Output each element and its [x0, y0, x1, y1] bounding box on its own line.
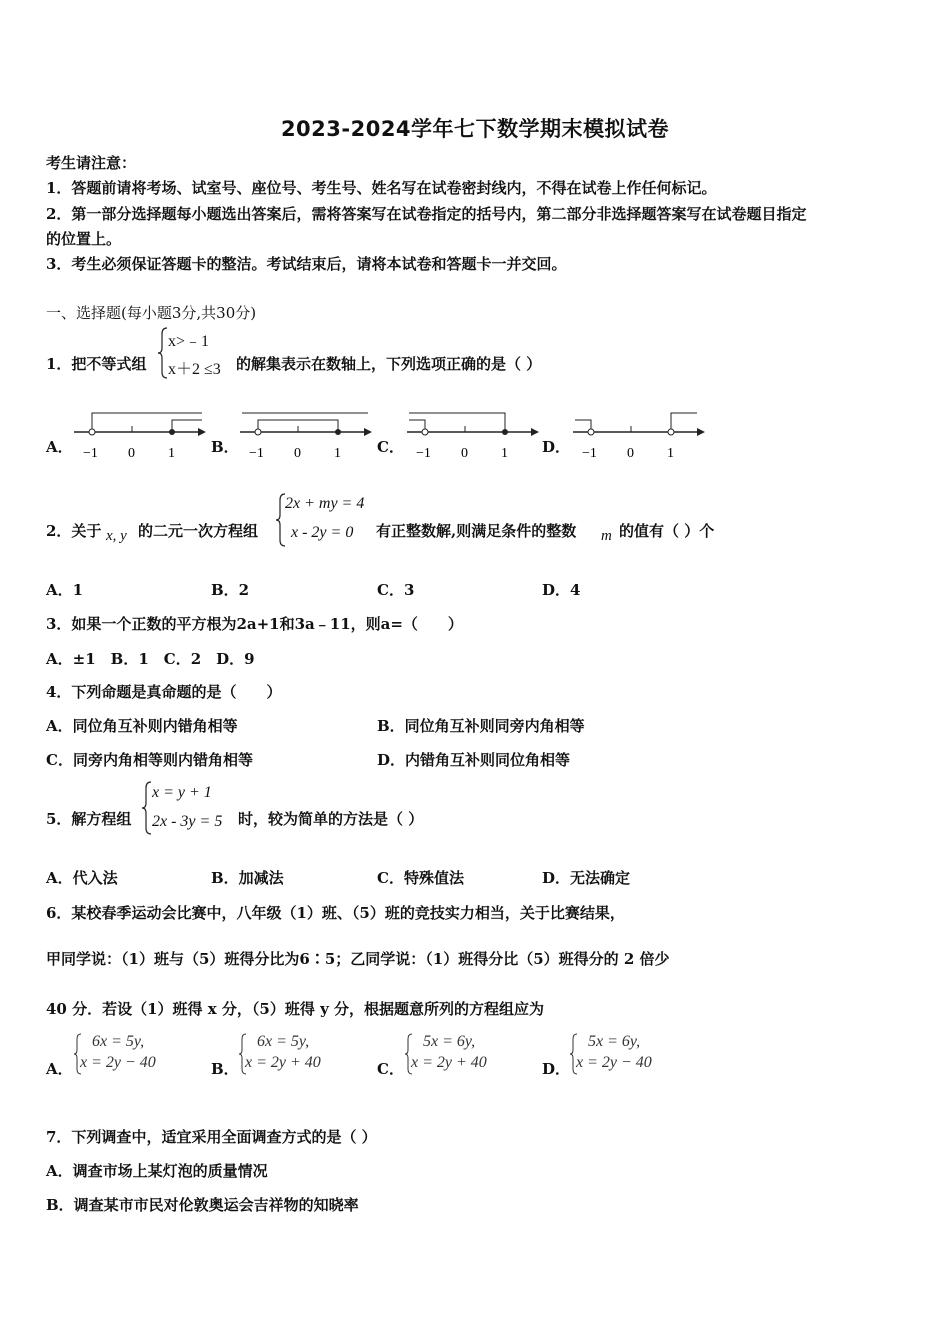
notice-line-1: 1．答题前请将考场、试室号、座位号、考生号、姓名写在试卷密封线内，不得在试卷上作任何标记。 — [46, 179, 717, 197]
q4-option-a[interactable]: A．同位角互补则内错角相等 — [46, 717, 238, 735]
q6-option-b-label[interactable]: B． — [211, 1060, 239, 1078]
q2-m: m — [601, 528, 612, 544]
q1d-tick-2: 0 — [627, 446, 634, 461]
q3-options[interactable]: A．±1 B．1 C．2 D．9 — [46, 650, 255, 668]
q6-line-3: 40 分．若设（1）班得 x 分，（5）班得 y 分，根据题意所列的方程组应为 — [46, 1000, 545, 1018]
q1a-tick-2: 0 — [128, 446, 135, 461]
q1-numberline-d — [569, 405, 709, 467]
q1-suffix: 的解集表示在数轴上，下列选项正确的是（ ） — [236, 355, 542, 373]
q2-suffix-2: 的值有（ ）个 — [619, 522, 715, 540]
q6b-eq-2: x = 2y + 40 — [245, 1054, 321, 1071]
notice-line-2b: 的位置上。 — [46, 230, 122, 248]
q1b-tick-3: 1 — [334, 446, 341, 461]
q6a-eq-2: x = 2y − 40 — [80, 1054, 156, 1071]
notice-line-2: 2．第一部分选择题每小题选出答案后，需将答案写在试卷指定的括号内，第二部分非选择题答案写在试卷题目指定 — [46, 205, 807, 223]
q1-sys-1: x>﹣1 — [168, 333, 210, 350]
q2-option-d[interactable]: D．4 — [542, 581, 581, 599]
q6c-eq-2: x = 2y + 40 — [411, 1054, 487, 1071]
q6c-eq-1: 5x = 6y, — [423, 1033, 476, 1050]
q4-option-c[interactable]: C．同旁内角相等则内错角相等 — [46, 751, 253, 769]
q2-option-c[interactable]: C．3 — [377, 581, 415, 599]
q7-stem: 7．下列调查中，适宜采用全面调查方式的是（ ） — [46, 1128, 377, 1146]
q2-option-a[interactable]: A．1 — [46, 581, 84, 599]
q2-vars: x, y — [106, 528, 127, 544]
q2-prefix: 2．关于 — [46, 522, 102, 540]
q1c-tick-3: 1 — [501, 446, 508, 461]
notice-line-3: 3．考生必须保证答题卡的整洁。考试结束后，请将本试卷和答题卡一并交回。 — [46, 255, 567, 273]
q6-line-2: 甲同学说：（1）班与（5）班得分比为6∶5；乙同学说：（1）班得分比（5）班得分的 2 倍少 — [46, 950, 670, 968]
q1a-tick-1: −1 — [83, 446, 98, 461]
notice-heading: 考生请注意： — [46, 154, 137, 172]
q1d-tick-1: −1 — [582, 446, 597, 461]
q4-option-d[interactable]: D．内错角互补则同位角相等 — [377, 751, 571, 769]
q1-option-b[interactable]: B． — [211, 438, 239, 456]
q5-sys-1: x = y + 1 — [152, 784, 212, 801]
q5-sys-2: 2x - 3y = 5 — [152, 813, 223, 830]
q3-stem: 3．如果一个正数的平方根为2a+1和3a﹣11，则a=（ ） — [46, 615, 463, 633]
q7-option-b[interactable]: B．调查某市市民对伦敦奥运会吉祥物的知晓率 — [46, 1196, 359, 1214]
q1-option-a[interactable]: A． — [46, 438, 73, 456]
q1b-tick-2: 0 — [294, 446, 301, 461]
q2-sys-2: x - 2y = 0 — [291, 524, 354, 541]
q1c-tick-1: −1 — [416, 446, 431, 461]
q1-prefix: 1．把不等式组 — [46, 355, 147, 373]
q5-option-a[interactable]: A．代入法 — [46, 869, 118, 887]
q5-option-b[interactable]: B．加减法 — [211, 869, 284, 887]
q1-option-c[interactable]: C． — [377, 438, 404, 456]
q1d-tick-3: 1 — [667, 446, 674, 461]
q1a-tick-3: 1 — [168, 446, 175, 461]
q6b-eq-1: 6x = 5y, — [257, 1033, 310, 1050]
q1-numberline-c — [403, 405, 543, 467]
section-heading: 一、选择题(每小题3分,共30分) — [46, 304, 257, 322]
q6d-eq-1: 5x = 6y, — [588, 1033, 641, 1050]
q2-mid: 的二元一次方程组 — [138, 522, 259, 540]
q1c-tick-2: 0 — [461, 446, 468, 461]
q6-option-d-label[interactable]: D． — [542, 1060, 571, 1078]
q6d-eq-2: x = 2y − 40 — [576, 1054, 652, 1071]
q4-stem: 4．下列命题是真命题的是（ ） — [46, 683, 282, 701]
q6-option-a-label[interactable]: A． — [46, 1060, 73, 1078]
q1-sys-2: x＋2 ≤3 — [168, 361, 221, 378]
page-title: 2023-2024学年七下数学期末模拟试卷 — [280, 117, 670, 141]
q2-sys-1: 2x + my = 4 — [285, 495, 365, 512]
q5-option-d[interactable]: D．无法确定 — [542, 869, 631, 887]
q5-suffix: 时，较为简单的方法是（ ） — [238, 810, 424, 828]
q1-option-d[interactable]: D． — [542, 438, 571, 456]
q2-suffix-1: 有正整数解,则满足条件的整数 — [376, 522, 577, 540]
q7-option-a[interactable]: A．调查市场上某灯泡的质量情况 — [46, 1162, 268, 1180]
q6-option-c-label[interactable]: C． — [377, 1060, 404, 1078]
q5-option-c[interactable]: C．特殊值法 — [377, 869, 464, 887]
q6-line-1: 6．某校春季运动会比赛中，八年级（1）班、（5）班的竞技实力相当，关于比赛结果， — [46, 904, 625, 922]
q1-numberline-b — [236, 405, 376, 467]
q2-option-b[interactable]: B．2 — [211, 581, 250, 599]
q1b-tick-1: −1 — [249, 446, 264, 461]
q5-prefix: 5．解方程组 — [46, 810, 132, 828]
q6a-eq-1: 6x = 5y, — [92, 1033, 145, 1050]
q1-numberline-a — [70, 405, 210, 467]
q4-option-b[interactable]: B．同位角互补则同旁内角相等 — [377, 717, 585, 735]
